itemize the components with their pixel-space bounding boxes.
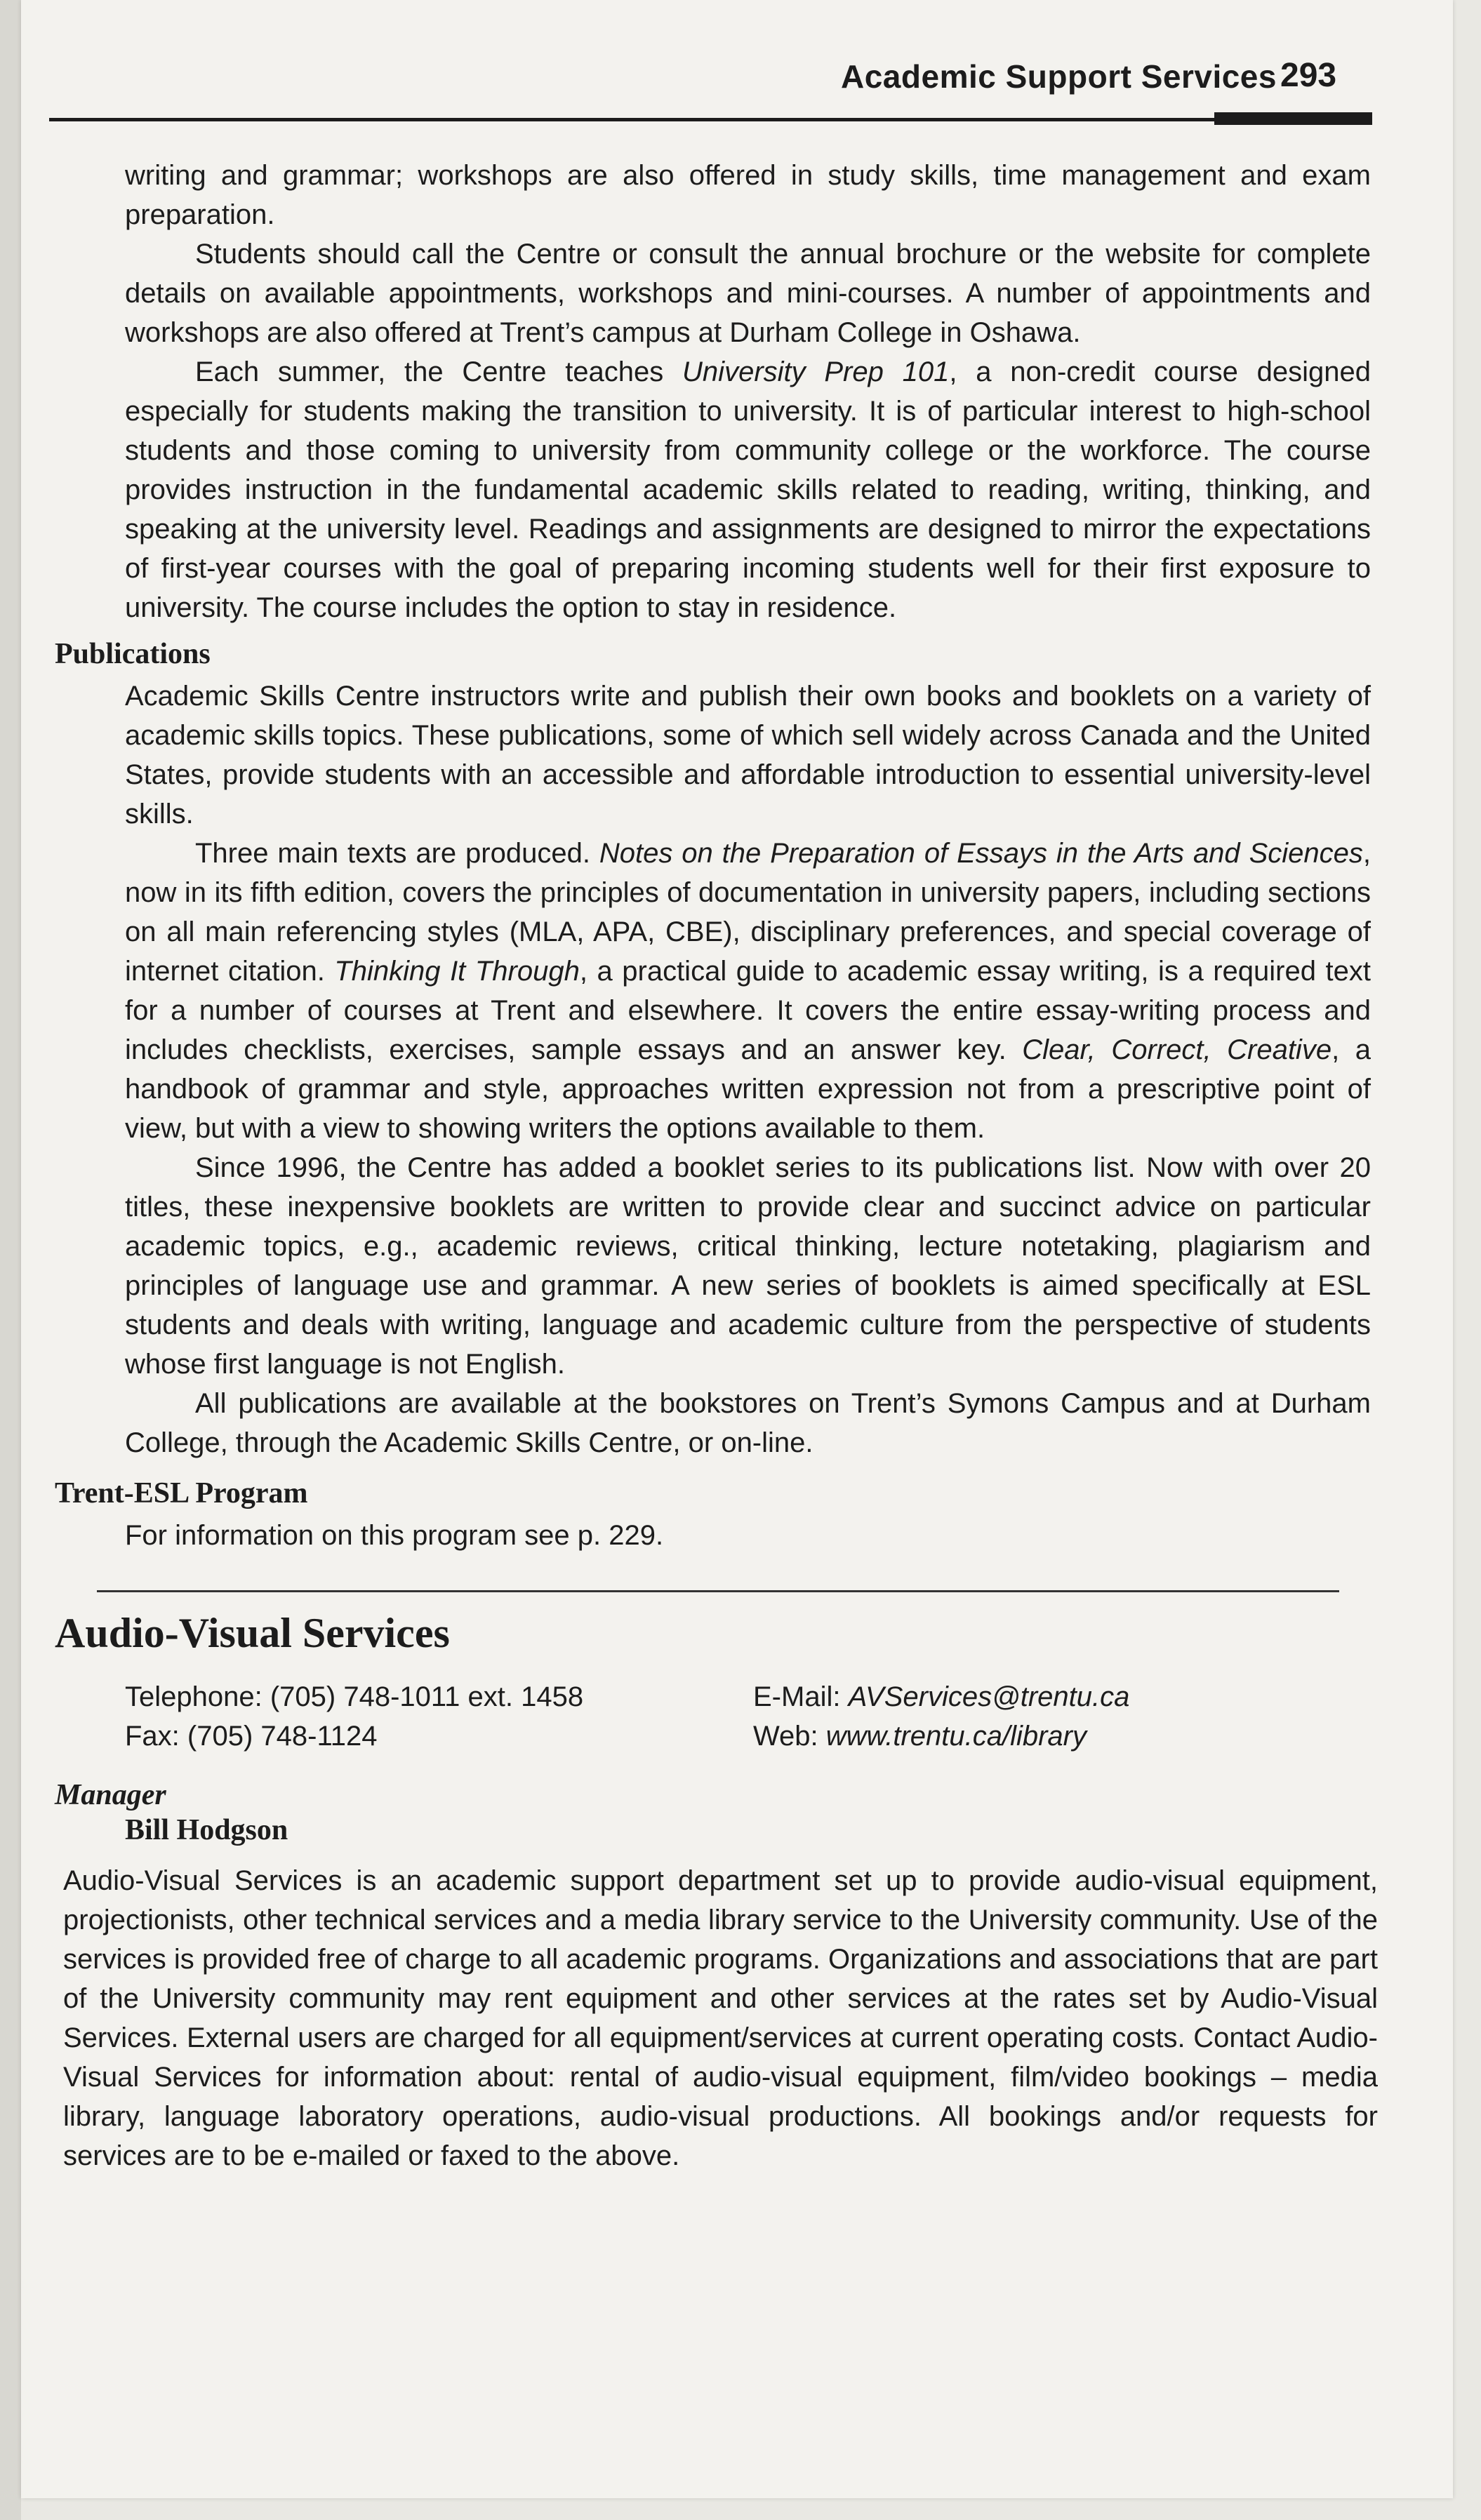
publications-heading: Publications (55, 638, 211, 670)
course-title: University Prep 101 (682, 356, 950, 387)
section-divider (97, 1590, 1339, 1592)
av-contact-block (125, 1677, 1385, 1761)
esl-text: For information on this program see p. 229. (125, 1520, 664, 1551)
manager-name: Bill Hodgson (125, 1814, 288, 1846)
email-address[interactable]: AVServices@trentu.ca (848, 1681, 1130, 1712)
availability-paragraph: All publications are available at the bookstores on Trent’s Symons Campus and at Durham College, through the Academic Skills Centre, or on-line. (125, 1388, 1371, 1458)
page-number: 293 (1280, 57, 1337, 94)
publications-intro: Academic Skills Centre instructors write and publish their own books and booklets on a variety of academic skills topics. These publications, some of which sell widely across Canada and the United States, provide students with an accessible and affordable introduction to essential university-level skills. (125, 681, 1371, 829)
fax: Fax: (705) 748-1124 (125, 1721, 378, 1752)
page-gutter (0, 0, 21, 2520)
web-line: Web: www.trentu.ca/library (753, 1721, 1087, 1752)
phone-column (125, 1677, 583, 1756)
header-rule (49, 118, 1369, 121)
publications-section (55, 676, 1385, 1462)
brochure-paragraph: Students should call the Centre or consult the annual brochure or the website for complete details on available appointments, workshops and mini-courses. A number of appointments and workshops are also offered at Trent’s campus at Durham College in Oshawa. (125, 239, 1371, 348)
header-rule-accent (1214, 112, 1372, 125)
av-services-title: Audio-Visual Services (55, 1610, 450, 1656)
booklet-series-paragraph: Since 1996, the Centre has added a booklet series to its publications list. Now with over 20 titles, these inexpensive booklets are written to provide clear and succinct advice on particular academic topics, e.g., academic reviews, critical thinking, lecture notetaking, plagiarism and principles of language use and grammar. A new series of booklets is aimed specifically at ESL students and deals with writing, language and academic culture from the perspective of students whose first language is not English. (125, 1152, 1371, 1380)
summer-course-paragraph: Each summer, the Centre teaches University Prep 101, a non-credit course designed especially for students making the transition to university. It is of particular interest to high-school students and those coming to university from community college or the workforce. The course provides instruction in the fundamental academic skills related to reading, writing, thinking, and speaking at the university level. Readings and assignments are designed to mirror the expectations of first-year courses with the goal of preparing incoming students well for their first exposure to university. The course includes the option to stay in residence. (125, 356, 1372, 623)
esl-heading: Trent-ESL Program (55, 1477, 308, 1509)
manager-label: Manager (55, 1779, 166, 1811)
continued-section (55, 156, 1385, 627)
esl-section (55, 1516, 1385, 1555)
av-description (55, 1861, 1385, 2175)
email-line: E-Mail: AVServices@trentu.ca (753, 1681, 1130, 1712)
av-body-paragraph: Audio-Visual Services is an academic support department set up to provide audio-visual equipment, projectionists, other technical services and a media library service to the University community. Use of the services is provided free of charge to all academic programs. Organizations and associations that are part of the University community may rent equipment and other services at the rates set by Audio-Visual Services. External users are charged for all equipment/services at current operating costs. Contact Audio-Visual Services for information about: rental of audio-visual equipment, film/video bookings – media library, language laboratory operations, audio-visual productions. All bookings and/or requests for services are to be e-mailed or faxed to the above. (63, 1865, 1378, 2171)
running-header-title: Academic Support Services (841, 58, 1277, 95)
document-page (21, 0, 1453, 2498)
page-content (55, 156, 1385, 2175)
web-address[interactable]: www.trentu.ca/library (825, 1721, 1087, 1752)
continued-paragraph: writing and grammar; workshops are also offered in study skills, time management and exam preparation. (125, 160, 1371, 230)
main-texts-paragraph: Three main texts are produced. Notes on the Preparation of Essays in the Arts and Sciences, now in its fifth edition, covers the principles of documentation in university papers, including sections on all main referencing styles (MLA, APA, CBE), disciplinary preferences, and special coverage of internet citation. Thinking It Through, a practical guide to academic essay writing, is a required text for a number of courses at Trent and elsewhere. It covers the entire essay-writing process and includes checklists, exercises, sample essays and an answer key. Clear, Correct, Creative, a handbook of grammar and style, approaches written expression not from a prescriptive point of view, but with a view to showing writers the options available to them. (125, 838, 1372, 1144)
online-column (753, 1677, 1129, 1756)
telephone: Telephone: (705) 748-1011 ext. 1458 (125, 1681, 584, 1712)
running-header (21, 0, 1372, 123)
